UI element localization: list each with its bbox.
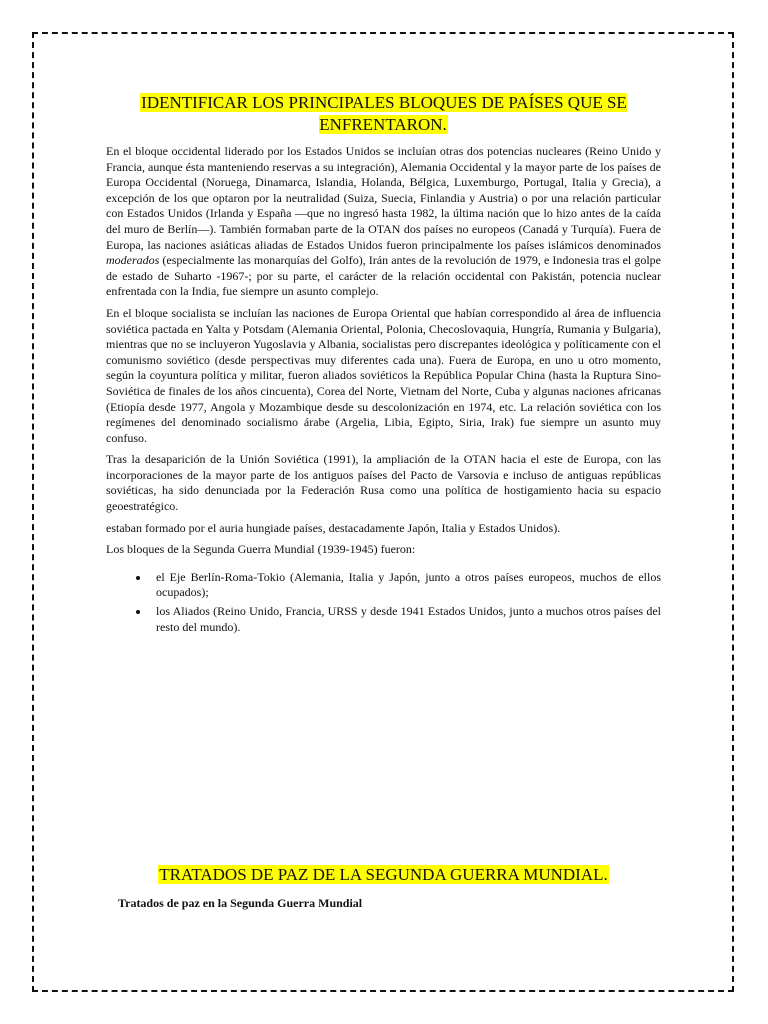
document-body — [106, 92, 661, 638]
paragraph-western-bloc-part1: En el bloque occidental liderado por los Estados Unidos se incluían otras dos potencias nucleares (Reino Unido y Francia, aunque ésta manteniendo reservas a su integración), Alemania Occidental y la mayor parte de los países de Europa Occidental (Noruega, Dinamarca, Islandia, Holanda, Bélgica, Luxemburgo, Portugal, Italia y Grecia), a excepción de los que optaron por la neutralidad (Suiza, Suecia, Finlandia y Austria) o por una relación particular con Estados Unidos (Irlanda y España —que no ingresó hasta 1982, la última nación que lo hizo antes de la caída del muro de Berlín—). También formaban parte de la OTAN dos países no europeos (Canadá y Turquía). Fuera de Europa, las naciones asiáticas aliadas de Estados Unidos fueron principalmente los países islámicos denominados — [106, 144, 661, 252]
paragraph-ww2-blocs-intro: Los bloques de la Segunda Guerra Mundial (1939-1945) fueron: — [106, 542, 416, 557]
ww2-blocs-list — [106, 570, 661, 635]
paragraph-otan-expansion: Tras la desaparición de la Unión Soviética (1991), la ampliación de la OTAN hacia el este de Europa, con las incorporaciones de la mayor parte de los antiguos países del Pacto de Varsovia e incluso de antiguas repúblicas soviéticas, ha sido denunciada por la Federación Rusa como una política de hostigamiento hacia su espacio geoestratégico. — [106, 452, 661, 514]
section-heading-peace-treaties — [106, 864, 661, 886]
page-title — [106, 92, 661, 136]
paragraph-fragment: estaban formado por el auria hungiade países, destacadamente Japón, Italia y Estados Unidos). — [106, 520, 561, 535]
subheading-peace-treaties: Tratados de paz en la Segunda Guerra Mundial — [118, 896, 363, 910]
paragraph-western-bloc-part2: (especialmente las monarquías del Golfo), Irán antes de la revolución de 1979, e Indonesia tras el golpe de estado de Suharto -1967-; por su parte, el carácter de la relación occidental con Pakistán, potencia nuclear enfrentada con la India, fue siempre un asunto complejo. — [106, 253, 661, 299]
section-heading-text: TRATADOS DE PAZ DE LA SEGUNDA GUERRA MUNDIAL. — [159, 865, 608, 884]
paragraph-western-bloc — [106, 144, 661, 300]
list-item: • los Aliados (Reino Unido, Francia, URSS y desde 1941 Estados Unidos, junto a muchos otros países del resto del mundo). — [150, 604, 661, 635]
emphasis-moderados: moderados — [106, 253, 160, 268]
list-item: • el Eje Berlín-Roma-Tokio (Alemania, Italia y Japón, junto a otros países europeos, muchos de ellos ocupados); — [150, 570, 661, 601]
page-title-text: IDENTIFICAR LOS PRINCIPALES BLOQUES DE PAÍSES QUE SE ENFRENTARON. — [141, 93, 627, 134]
paragraph-socialist-bloc: En el bloque socialista se incluían las naciones de Europa Oriental que habían correspondido al área de influencia soviética pactada en Yalta y Potsdam (Alemania Oriental, Polonia, Checoslovaquia, Hungría, Rumania y Bulgaria), mientras que no se incluyeron Yugoslavia y Albania, socialistas pero discrepantes ideológica y políticamente con el comunismo soviético (desde perspectivas muy diferentes cada una). Fuera de Europa, en uno u otro momento, según la coyuntura política y militar, fueron aliados soviéticos la República Popular China (hasta la Ruptura Sino-Soviética de finales de los años cincuenta), Corea del Norte, Vietnam del Norte, Cuba y algunas naciones africanas (Etiopía desde 1977, Angola y Mozambique desde su descolonización en 1974, etc. La relación soviética con los regímenes del denominado socialismo árabe (Argelia, Libia, Egipto, Siria, Irak) fue siempre un asunto muy confuso. — [106, 305, 661, 445]
